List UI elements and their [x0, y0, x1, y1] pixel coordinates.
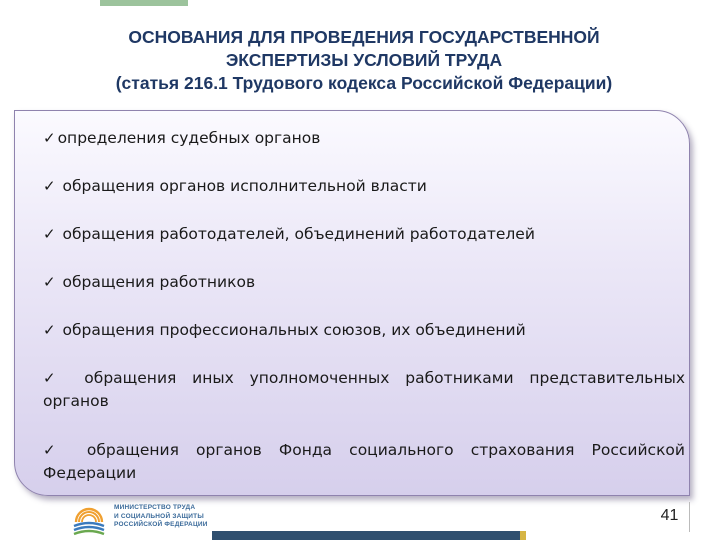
list-item — [43, 271, 685, 294]
list-item — [43, 127, 685, 150]
list-item-text: обращения работников — [57, 273, 256, 291]
title-line-3: (статья 216.1 Трудового кодекса Российской Федерации) — [115, 73, 613, 93]
top-accent-bar — [100, 0, 188, 6]
list-item — [43, 367, 685, 413]
checkmark-icon: ✓ — [43, 129, 56, 147]
list-item — [43, 439, 685, 485]
content-panel — [14, 110, 690, 496]
slide-title — [40, 26, 688, 95]
ministry-line-3: РОССИЙСКОЙ ФЕДЕРАЦИИ — [114, 521, 208, 528]
checkmark-icon: ✓ — [43, 273, 56, 291]
list-item-text: обращения органов Фонда социального страхования Российской Федерации — [43, 441, 685, 482]
ministry-line-1: МИНИСТЕРСТВО ТРУДА — [114, 504, 196, 511]
list-item-text: обращения профессиональных союзов, их объединений — [57, 321, 526, 339]
list-item — [43, 319, 685, 342]
list-item-text: обращения органов исполнительной власти — [57, 177, 427, 195]
list-item-text: обращения работодателей, объединений работодателей — [57, 225, 535, 243]
page-number: 41 — [650, 502, 690, 532]
title-line-1: ОСНОВАНИЯ ДЛЯ ПРОВЕДЕНИЯ ГОСУДАРСТВЕННОЙ — [128, 27, 600, 47]
ministry-emblem-icon — [72, 500, 106, 536]
list-item — [43, 223, 685, 246]
title-line-2: ЭКСПЕРТИЗЫ УСЛОВИЙ ТРУДА — [225, 50, 503, 70]
list-item — [43, 175, 685, 198]
list-item-text: обращения иных уполномоченных работниками представительных органов — [43, 369, 685, 410]
checkmark-icon: ✓ — [43, 225, 56, 243]
footer-bar-accent — [520, 531, 526, 540]
footer-bar — [212, 531, 520, 540]
ministry-line-2: И СОЦИАЛЬНОЙ ЗАЩИТЫ — [114, 512, 204, 520]
checkmark-icon: ✓ — [43, 369, 67, 387]
ministry-name — [114, 504, 208, 530]
checkmark-icon: ✓ — [43, 441, 68, 459]
list-item-text: определения судебных органов — [57, 129, 321, 147]
checkmark-icon: ✓ — [43, 177, 56, 195]
checkmark-icon: ✓ — [43, 321, 56, 339]
